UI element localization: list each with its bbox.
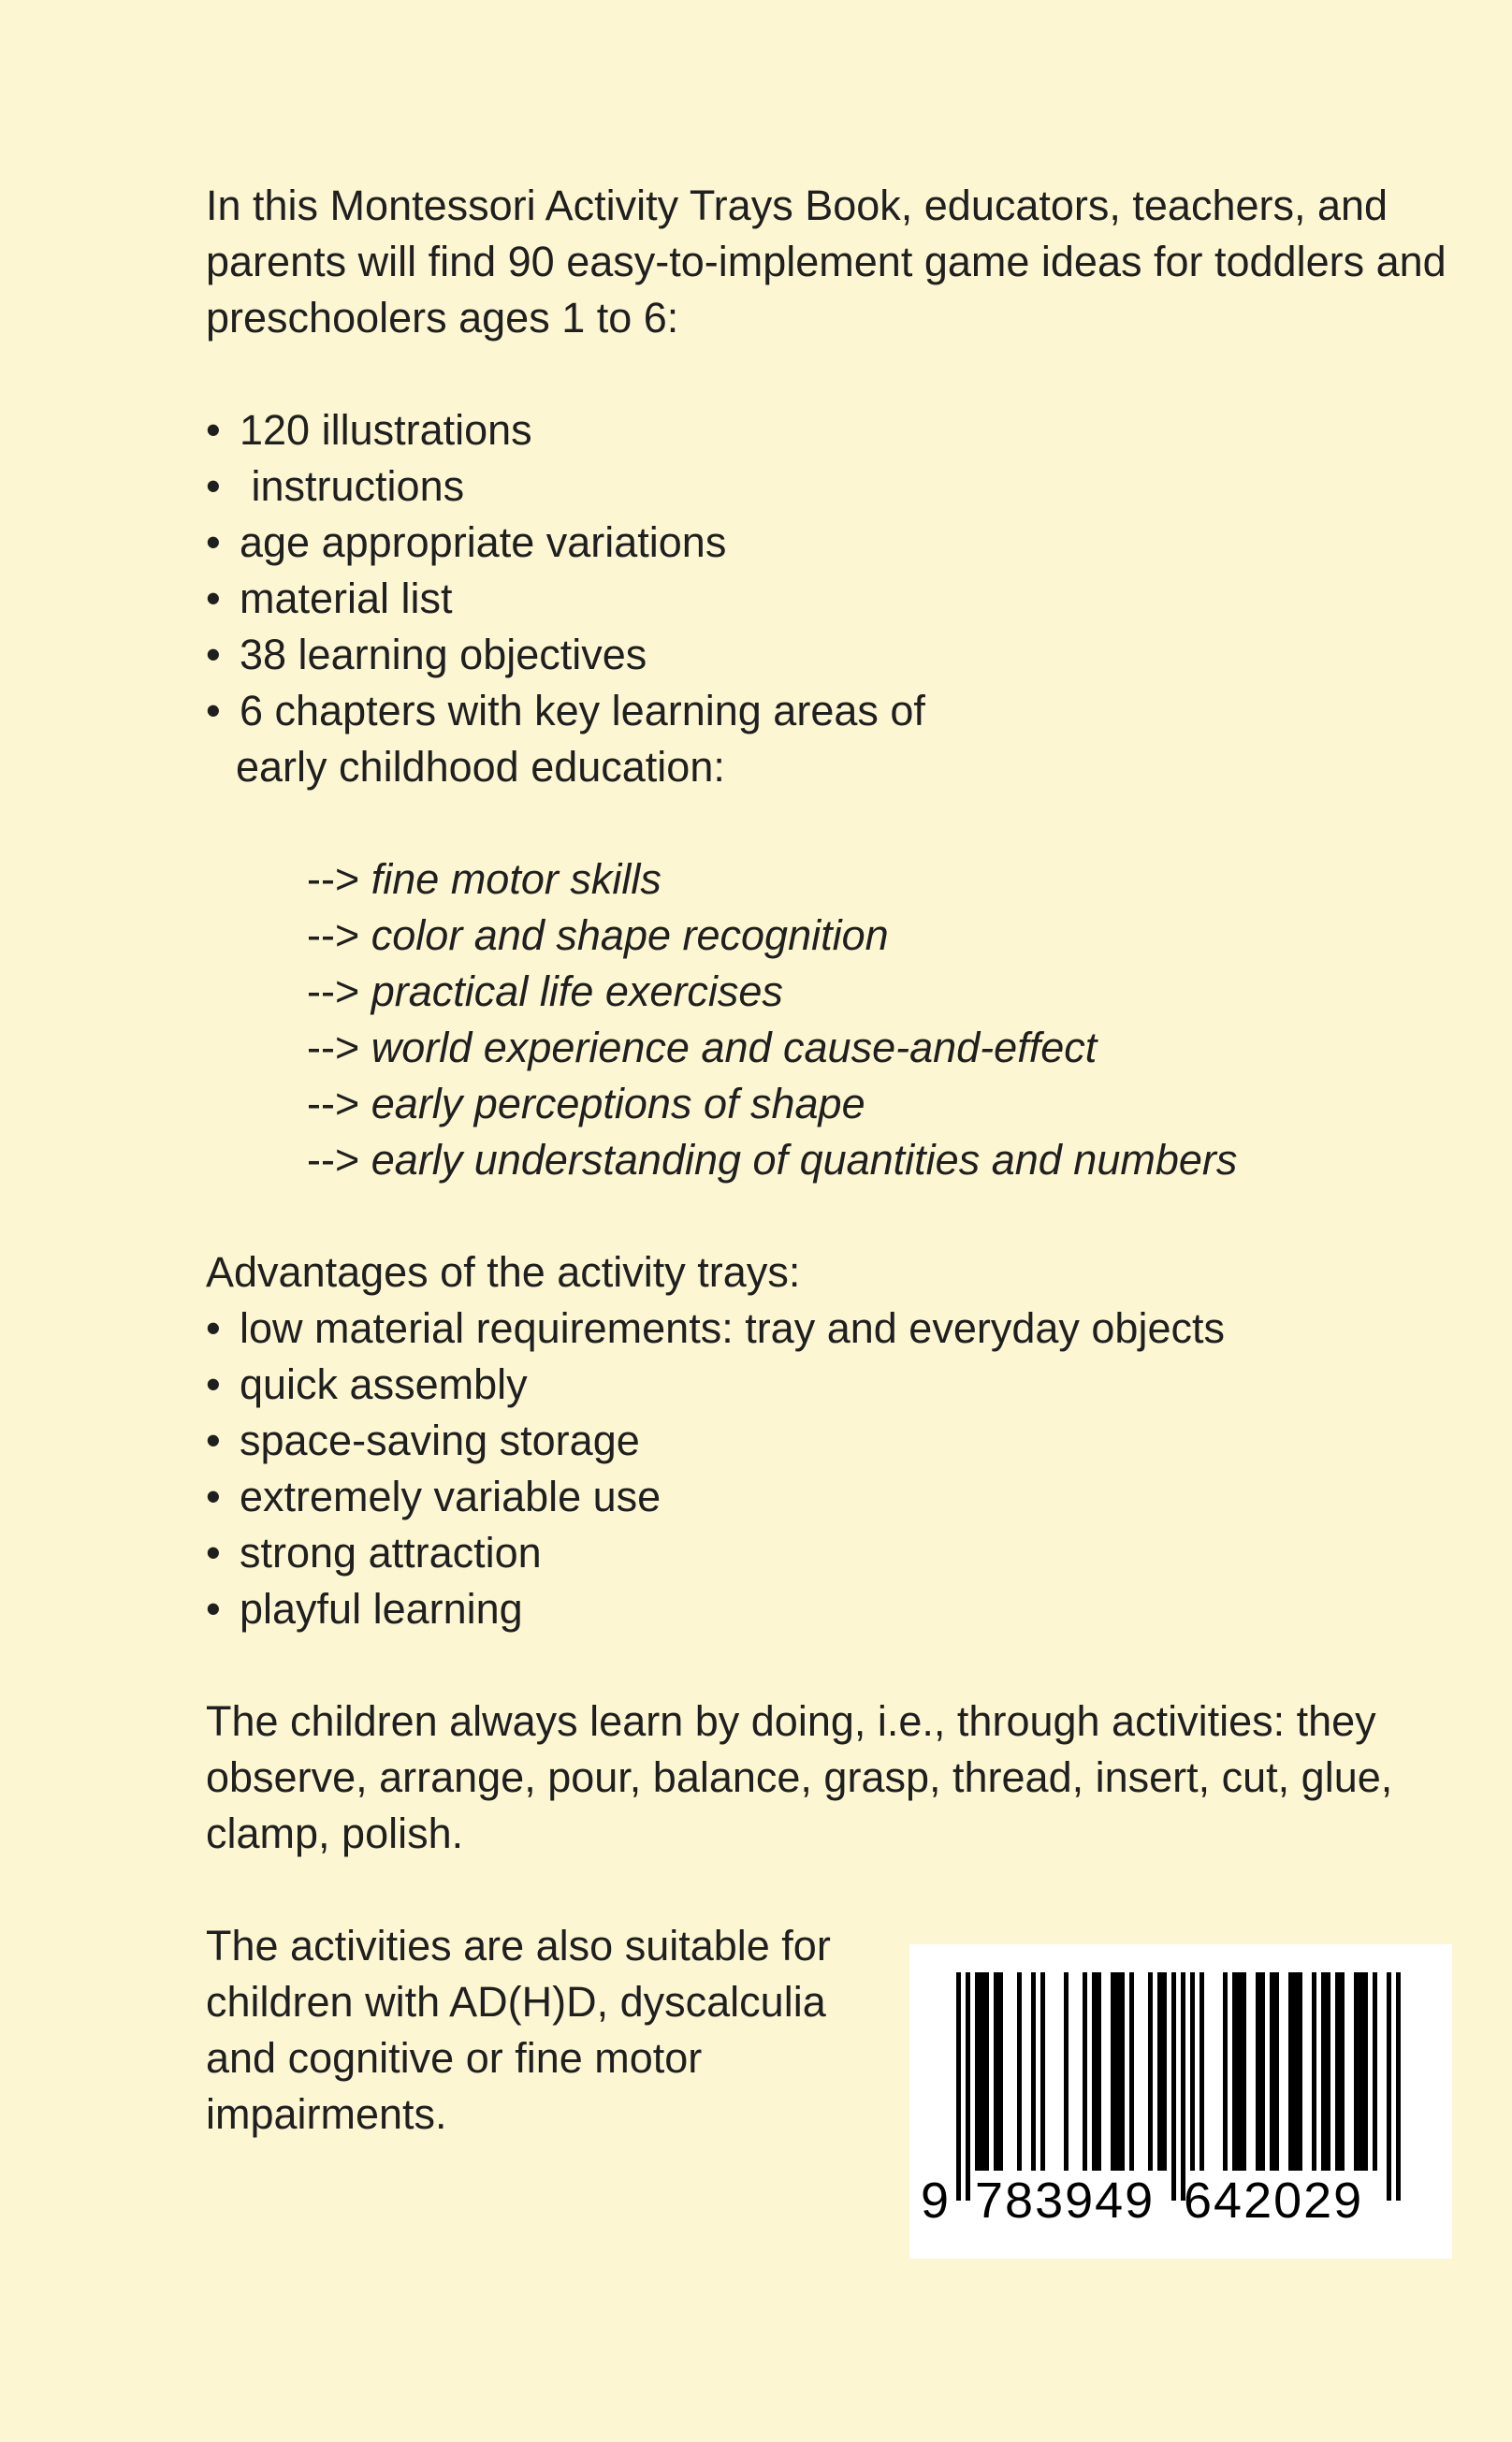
barcode-bar [1092, 1972, 1097, 2171]
list-item: • extremely variable use [206, 1469, 1460, 1525]
barcode-bar [1064, 1972, 1069, 2171]
barcode-bar [1326, 1972, 1330, 2171]
barcode-bar [994, 1972, 998, 2171]
barcode-bar [1396, 1972, 1401, 2201]
barcode-bar [1312, 1972, 1316, 2171]
barcode-bar [1031, 1972, 1036, 2171]
barcode-bar [1232, 1972, 1237, 2171]
learning-area-text: practical life exercises [371, 967, 783, 1015]
barcode-bar [1270, 1972, 1274, 2171]
list-item: • age appropriate variations [206, 515, 1460, 571]
back-cover-text [206, 178, 1460, 2143]
arrow-marker: --> [307, 1136, 360, 1184]
barcode-bar [1097, 1972, 1101, 2171]
barcode-bar [1288, 1972, 1293, 2171]
learning-by-doing-paragraph: The children always learn by doing, i.e., through activities: they observe, arrange, pour, balance, grasp, thread, insert, cut, glue, clamp, polish. [206, 1697, 1393, 1857]
barcode-bar [1181, 1972, 1185, 2201]
list-item: • strong attraction [206, 1525, 1460, 1581]
barcode-bar [1298, 1972, 1302, 2171]
barcode-bar [1274, 1972, 1279, 2171]
barcode-bar [1111, 1972, 1115, 2171]
barcode-bar [1354, 1972, 1359, 2171]
barcode-bar [1293, 1972, 1298, 2171]
list-item [307, 851, 1460, 908]
barcode-bar [1321, 1972, 1326, 2171]
advantages-list [206, 1301, 1460, 1637]
list-item: • 120 illustrations [206, 402, 1460, 458]
list-item: • quick assembly [206, 1357, 1460, 1413]
barcode-bar [1387, 1972, 1391, 2201]
list-item [307, 908, 1460, 964]
list-item: • low material requirements: tray and everyday objects [206, 1301, 1460, 1357]
arrow-marker: --> [307, 1024, 360, 1071]
isbn-barcode [909, 1944, 1452, 2259]
barcode-bar [1190, 1972, 1195, 2171]
learning-area-text: early understanding of quantities and numbers [371, 1136, 1238, 1184]
learning-area-text: fine motor skills [371, 855, 662, 903]
barcode-bar [1115, 1972, 1120, 2171]
learning-areas-list [206, 851, 1460, 1188]
barcode-bar [984, 1972, 989, 2171]
advantages-heading: Advantages of the activity trays: [206, 1248, 801, 1296]
barcode-bar [1359, 1972, 1363, 2171]
barcode-bar [966, 1972, 970, 2201]
list-item [307, 1020, 1460, 1076]
list-item [307, 964, 1460, 1020]
list-item [307, 1076, 1460, 1132]
learning-area-text: color and shape recognition [371, 911, 889, 959]
barcode-first-digit: 9 [921, 2173, 952, 2229]
barcode-bar [1120, 1972, 1125, 2171]
barcode-bar [1148, 1972, 1153, 2171]
learning-area-text: early perceptions of shape [371, 1080, 865, 1127]
barcode-bar [1199, 1972, 1204, 2171]
barcode-bar [1335, 1972, 1340, 2171]
list-item: • space-saving storage [206, 1413, 1460, 1469]
barcode-bar [980, 1972, 984, 2171]
list-item: • 38 learning objectives [206, 627, 1460, 683]
features-list [206, 402, 1460, 739]
barcode-bar [1040, 1972, 1045, 2171]
barcode-bar [1162, 1972, 1167, 2171]
barcode-bar [1237, 1972, 1242, 2171]
learning-area-text: world experience and cause-and-effect [371, 1024, 1098, 1071]
list-item [307, 1132, 1460, 1188]
arrow-marker: --> [307, 911, 360, 959]
intro-paragraph: In this Montessori Activity Trays Book, educators, teachers, and parents will find 90 easy-to-implement game ideas for toddlers and preschoolers ages 1 to 6: [206, 182, 1447, 342]
arrow-marker: --> [307, 855, 360, 903]
barcode-bar [1260, 1972, 1265, 2171]
arrow-marker: --> [307, 967, 360, 1015]
features-continuation: early childhood education: [236, 743, 725, 791]
barcode-bar [1171, 1972, 1176, 2201]
barcode-bar [1017, 1972, 1022, 2171]
barcode-bar [1157, 1972, 1162, 2171]
barcode-bar [1242, 1972, 1246, 2171]
barcode-bar [1340, 1972, 1345, 2171]
barcode-bar [1223, 1972, 1228, 2171]
barcode-bar [998, 1972, 1003, 2171]
barcode-right-group: 642029 [1184, 2173, 1364, 2229]
barcode-bar [1256, 1972, 1260, 2171]
list-item: • 6 chapters with key learning areas of [206, 683, 1460, 739]
arrow-marker: --> [307, 1080, 360, 1127]
barcode-bar [975, 1972, 980, 2171]
suitability-paragraph: The activities are also suitable for children with AD(H)D, dyscalculia and cognitive or fine motor impairments. [206, 1922, 831, 2138]
list-item: • playful learning [206, 1581, 1460, 1637]
list-item: • material list [206, 571, 1460, 627]
list-item: • instructions [206, 458, 1460, 515]
barcode-bar [1129, 1972, 1134, 2171]
barcode-bar [956, 1972, 961, 2201]
barcode-bar [1363, 1972, 1368, 2171]
barcode-left-group: 783949 [975, 2173, 1156, 2229]
barcode-bar [1373, 1972, 1377, 2171]
barcode-bar [1083, 1972, 1087, 2171]
